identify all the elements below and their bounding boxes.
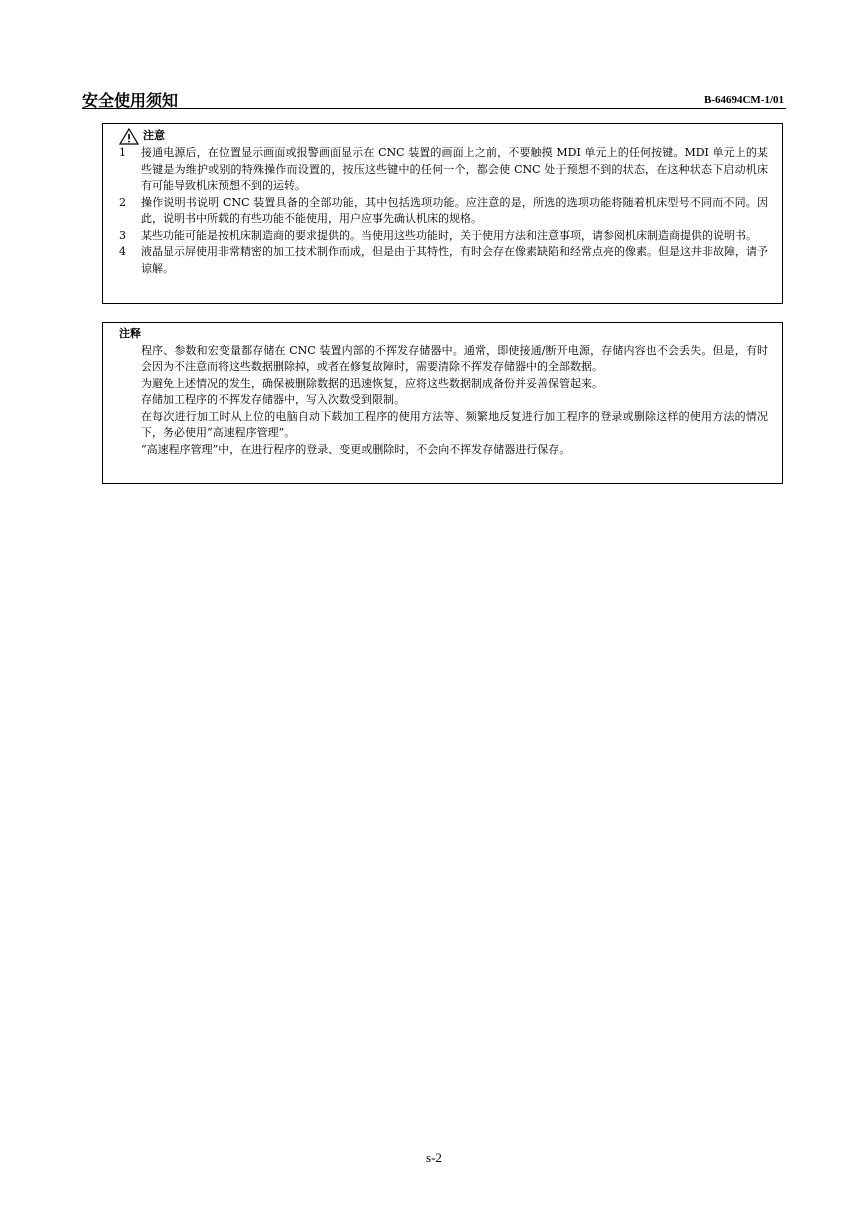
caution-box	[102, 123, 783, 304]
note-paragraph: 在每次进行加工时从上位的电脑自动下载加工程序的使用方法等、频繁地反复进行加工程序的登录或删除这样的使用方法的情况下，务必使用“高速程序管理”。	[141, 409, 768, 439]
item-text: 液晶显示屏使用非常精密的加工技术制作而成，但是由于其特性，有时会存在像素缺陷和经常点亮的像素。但是这并非故障，请予谅解。	[141, 245, 768, 275]
item-number: 1	[119, 146, 126, 159]
caution-item	[119, 195, 768, 228]
caution-item	[119, 228, 768, 245]
note-paragraph: 程序、参数和宏变量都存储在 CNC 装置内部的不挥发存储器中。通常，即使接通/断开电源，存储内容也不会丢失。但是，有时会因为不注意而将这些数据删除掉，或者在修复故障时，需要清除不挥发存储器中的全部数据。	[141, 343, 768, 373]
item-text: 操作说明书说明 CNC 装置具备的全部功能，其中包括选项功能。应注意的是，所选的选项功能将随着机床型号不同而不同。因此，说明书中所载的有些功能不能使用，用户应事先确认机床的规格。	[141, 195, 768, 225]
note-box	[102, 322, 783, 484]
note-paragraph: “高速程序管理”中，在进行程序的登录、变更或删除时，不会向不挥发存储器进行保存。	[141, 442, 571, 456]
page-number: s-2	[426, 1150, 442, 1165]
note-heading: 注释	[119, 327, 141, 340]
caution-item	[119, 244, 768, 277]
document-code: B-64694CM-1/01	[703, 94, 784, 106]
page-title: 安全使用须知	[82, 91, 179, 110]
item-text: 接通电源后，在位置显示画面或报警画面显示在 CNC 装置的画面上之前，不要触摸 MDI 单元上的任何按键。MDI 单元上的某些键是为维护或别的特殊操作而设置的，按压这些键中的任何一个，都会使 CNC 处于预想不到的状态，在这种状态下启动机床有可能导致机床预想不到的运转。	[141, 146, 768, 192]
caution-heading-label: 注意	[143, 129, 165, 143]
header-divider	[82, 108, 786, 109]
note-paragraph: 存储加工程序的不挥发存储器中，写入次数受到限制。	[141, 393, 405, 406]
caution-heading	[119, 128, 768, 145]
caution-list	[119, 145, 768, 277]
item-text: 某些功能可能是按机床制造商的要求提供的。当使用这些功能时，关于使用方法和注意事项，请参阅机床制造商提供的说明书。	[141, 228, 757, 242]
item-number: 3	[119, 228, 126, 242]
warning-triangle-icon	[119, 128, 139, 145]
item-number: 2	[119, 195, 126, 209]
item-number: 4	[119, 245, 126, 258]
caution-item	[119, 145, 768, 195]
note-paragraph: 为避免上述情况的发生，确保被删除数据的迅速恢复，应将这些数据制成备份并妥善保管起来。	[141, 376, 603, 390]
